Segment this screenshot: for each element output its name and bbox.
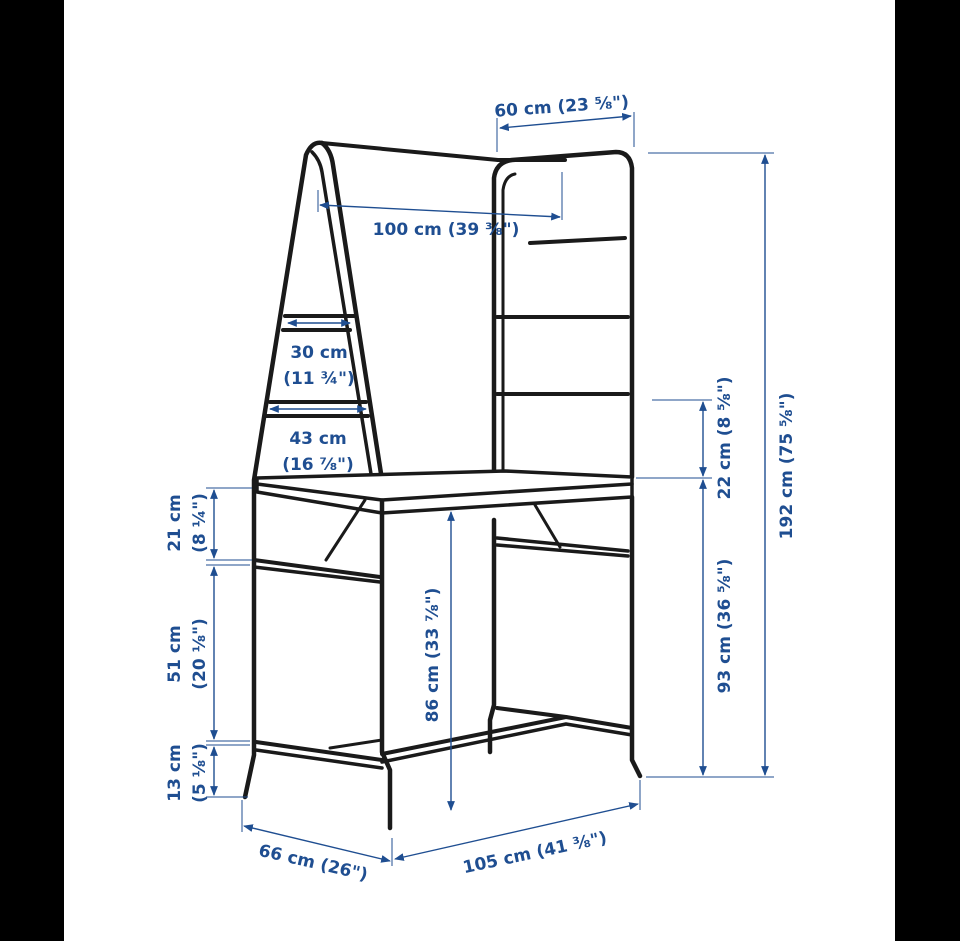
dim-left-51-cm: 51 cm [165, 625, 185, 683]
dim-total-height: 192 cm (75 ⅝") [777, 392, 797, 540]
dim-depth-bottom: 66 cm (26") [256, 840, 370, 886]
dim-lower-height: 93 cm (36 ⅝") [715, 558, 735, 694]
dim-left-13-in: (5 ⅛") [190, 743, 210, 803]
dim-shelf-bottom-cm: 43 cm [289, 429, 347, 449]
dim-shelf-top-cm: 30 cm [290, 343, 348, 363]
dim-left-21-in: (8 ¼") [190, 493, 210, 553]
dim-depth-top: 60 cm (23 ⅝") [493, 92, 630, 122]
dim-left-13-cm: 13 cm [165, 744, 185, 802]
furniture-frame [245, 143, 640, 828]
dim-upper-gap: 22 cm (8 ⅝") [715, 376, 735, 500]
dim-shelf-top-in: (11 ¾") [283, 369, 355, 389]
dim-width-top: 100 cm (39 ⅜") [372, 220, 520, 240]
dim-width-bottom: 105 cm (41 ⅜") [461, 828, 609, 879]
dim-shelf-bottom-in: (16 ⅞") [282, 455, 354, 475]
dim-desk-height: 86 cm (33 ⅞") [423, 587, 443, 723]
dim-left-51-in: (20 ⅛") [190, 618, 210, 690]
dim-left-21-cm: 21 cm [165, 494, 185, 552]
